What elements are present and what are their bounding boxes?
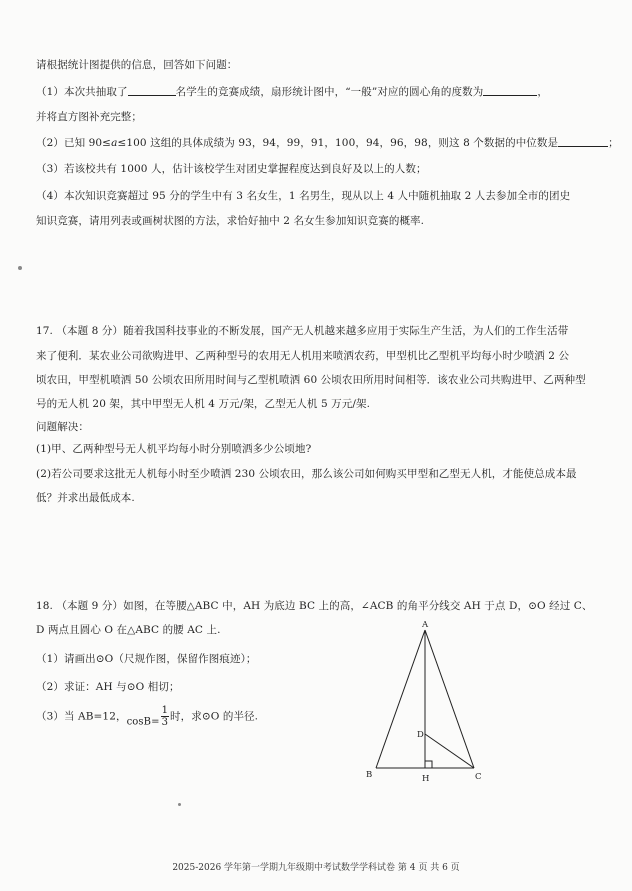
q17-line3 [36, 373, 586, 387]
q17-line4 [36, 397, 370, 411]
q16-p3: （3）若该校共有 1000 人，估计该校学生对团史掌握程度达到良好及以上的人数； [36, 163, 427, 175]
q17-text-1: 17. （本题 8 分）随着我国科技事业的不断发展，国产无人机越来越多应用于实际生产生活，为人们的工作生活带 [36, 325, 569, 337]
answer-blank-count[interactable] [128, 85, 176, 96]
q16-p4a: （4）本次知识竞赛超过 95 分的学生中有 3 名女生，1 名男生，现从以上 4 人中随机抽取 2 人去参加全市的团史 [36, 190, 571, 202]
q17-line1 [36, 324, 568, 338]
q16-part4 [36, 189, 570, 203]
page-footer: 2025-2026 学年第一学期九年级期中考试数学学科试卷 第 4 页 共 6 页 [172, 863, 460, 873]
q16-part1 [36, 85, 548, 99]
q18-part3 [36, 705, 258, 734]
q18-text-1: 18. （本题 9 分）如图，在等腰△ABC 中，AH 为底边 BC 上的高，∠ACB 的角平分线交 AH 于点 D，⊙O 经过 C、 [36, 600, 593, 612]
fraction-one-third [161, 705, 169, 728]
fraction-numerator: 1 [161, 705, 169, 716]
q17-text-5: 问题解决： [36, 421, 89, 433]
q16-p4b: 知识竞赛，请用列表或画树状图的方法，求恰好抽中 2 名女生参加知识竞赛的概率. [36, 215, 425, 227]
q17-text-2: 来了便利．某农业公司欲购进甲、乙两种型号的农用无人机用来喷洒农药，甲型机比乙型机平均每小时少喷洒 2 公 [36, 350, 570, 362]
scan-speck [18, 266, 22, 270]
q17-text-7: (2)若公司要求这批无人机每小时至少喷洒 230 公顷农田，那么该公司如何购买甲型和乙型无人机，才能使总成本最 [36, 468, 577, 480]
q18-p3-cos: cosB= [126, 716, 160, 728]
q16-p1b: 名学生的竞赛成绩，扇形统计图中，“一般”对应的圆心角的度数为 [175, 86, 484, 98]
q17-text-3: 顷农田，甲型机喷洒 50 公顷农田所用时间与乙型机喷洒 60 公顷农田所用时间相等．该农业公司共购进甲、乙两种型 [36, 374, 586, 386]
q16-part3 [36, 162, 427, 176]
q16-p2-variable: a [111, 137, 118, 149]
q16-part4-cont [36, 214, 424, 228]
q16-p2a: （2）已知 90≤ [36, 137, 112, 149]
intro-text [36, 58, 237, 72]
q16-p2b: ≤100 这组的具体成绩为 93，94，99，91，100，94，96，98，则这 8 个数据的中位数是 [117, 137, 559, 149]
q17-line7 [36, 467, 577, 481]
q18-p2: （2）求证：AH 与⊙O 相切； [36, 681, 180, 693]
q16-p1a: （1）本次共抽取了 [36, 86, 128, 98]
q18-part2 [36, 680, 180, 694]
side-ab [376, 630, 425, 768]
q17-line5 [36, 420, 89, 434]
answer-blank-median[interactable] [558, 136, 608, 147]
triangle-figure [360, 618, 500, 790]
q17-line2 [36, 349, 569, 363]
q16-p1d: 并将直方图补充完整； [36, 111, 142, 123]
label-c: C [475, 772, 482, 782]
q17-text-6: (1)甲、乙两种型号无人机平均每小时分别喷洒多少公顷地? [36, 443, 312, 455]
q17-text-4: 号的无人机 20 架，其中甲型无人机 4 万元/架，乙型无人机 5 万元/架. [36, 398, 371, 410]
q18-line1 [36, 599, 592, 613]
answer-blank-angle[interactable] [483, 85, 537, 96]
q16-p1c: ， [537, 86, 548, 98]
label-a: A [422, 620, 429, 630]
q17-text-8: 低？并求出最低成本. [36, 492, 135, 504]
q17-line6 [36, 442, 311, 456]
label-h: H [422, 774, 430, 784]
q18-text-2: D 两点且圆心 O 在△ABC 的腰 AC 上. [36, 624, 221, 636]
label-b: B [366, 770, 373, 780]
q18-p3a: （3）当 AB=12， [36, 710, 127, 723]
q18-part1 [36, 652, 257, 666]
scan-speck [178, 803, 181, 806]
label-d: D [417, 730, 424, 740]
intro-label: 请根据统计图提供的信息，回答如下问题： [36, 59, 238, 71]
q18-line2 [36, 623, 221, 637]
q18-p1: （1）请画出⊙O（尺规作图，保留作图痕迹）； [36, 653, 257, 665]
right-angle-mark [425, 761, 432, 768]
q16-p2c: ； [608, 137, 619, 149]
q18-p3b: 时，求⊙O 的半径. [170, 710, 259, 723]
side-ac [425, 630, 474, 768]
q16-part2 [36, 136, 619, 150]
q16-part1-cont [36, 110, 142, 124]
fraction-denominator: 3 [161, 717, 169, 728]
q17-line8 [36, 491, 135, 505]
